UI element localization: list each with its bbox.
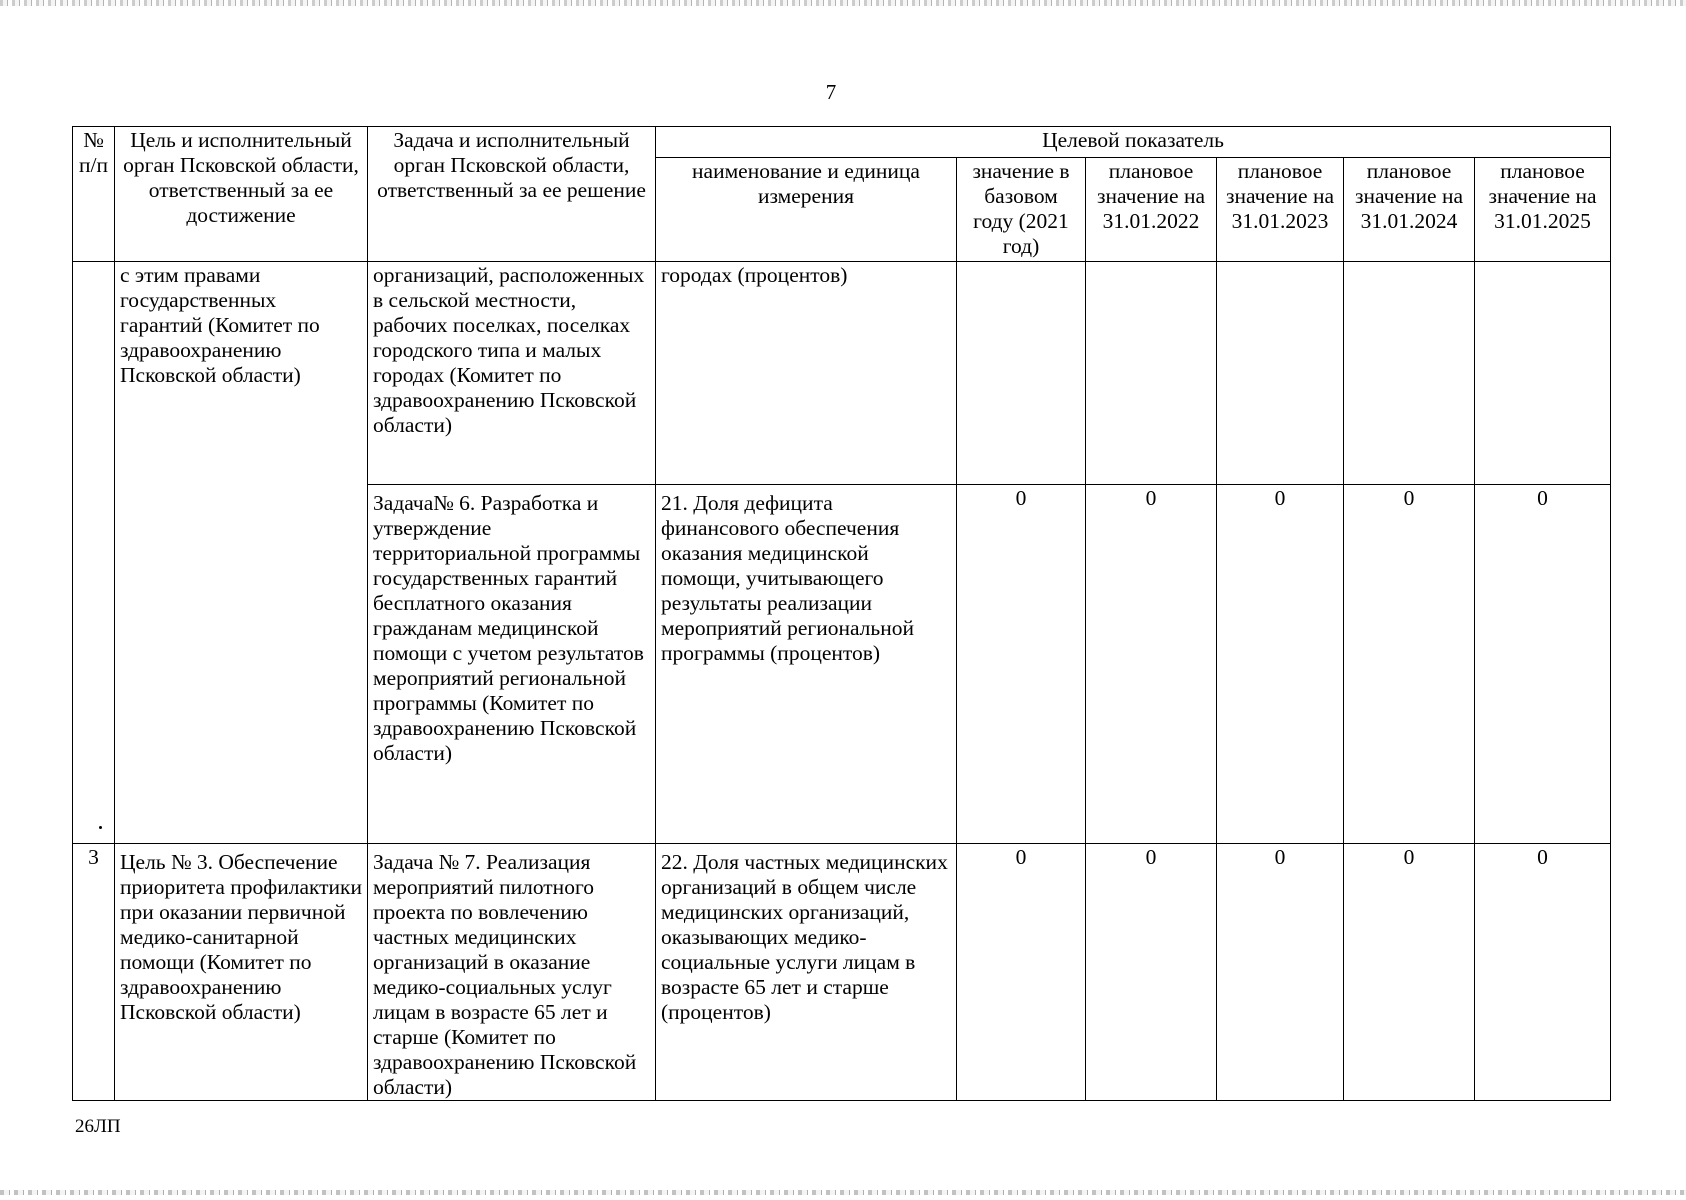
table-row [73, 262, 1611, 485]
plan-2024-cell [1344, 262, 1475, 485]
target-indicators-table [72, 126, 1611, 1101]
scan-edge-bottom [0, 1190, 1686, 1195]
goal-cell: Цель № 3. Обеспечение приоритета профилактики при оказании первичной медико-санитарной помощи (Комитет по здравоохранению Псковской области) [115, 844, 368, 1101]
header-goal: Цель и исполнительный орган Псковской области, ответственный за ее достижение [115, 127, 368, 262]
base-value-cell [957, 262, 1086, 485]
header-indicator-name: наименование и единица измерения [656, 158, 957, 262]
task-cell: Задача№ 6. Разработка и утверждение территориальной программы государственных гарантий бесплатного оказания гражданам медицинской помощи с учетом результатов мероприятий региональной программы (Комитет по здравоохранению Псковской области) [368, 485, 656, 844]
row-number [73, 262, 115, 844]
scan-speck [99, 826, 102, 829]
goal-cell: с этим правами государственных гарантий (Комитет по здравоохранению Псковской области) [115, 262, 368, 844]
plan-2022-cell [1086, 262, 1217, 485]
scan-edge-top [0, 0, 1686, 6]
plan-2022-cell: 0 [1086, 844, 1217, 1101]
task-cell: организаций, расположенных в сельской местности, рабочих поселках, поселках городского типа и малых городах (Комитет по здравоохранению Псковской области) [368, 262, 656, 485]
header-base-value: значение в базовом году (2021 год) [957, 158, 1086, 262]
plan-2025-cell: 0 [1475, 485, 1611, 844]
header-task: Задача и исполнительный орган Псковской области, ответственный за ее решение [368, 127, 656, 262]
page-number: 7 [825, 80, 837, 104]
header-plan-2023: плановое значение на 31.01.2023 [1217, 158, 1344, 262]
row-number: 3 [73, 844, 115, 1101]
header-row-number: № п/п [73, 127, 115, 262]
header-plan-2024: плановое значение на 31.01.2024 [1344, 158, 1475, 262]
header-plan-2025: плановое значение на 31.01.2025 [1475, 158, 1611, 262]
plan-2024-cell: 0 [1344, 844, 1475, 1101]
plan-2023-cell: 0 [1217, 485, 1344, 844]
indicator-cell: городах (процентов) [656, 262, 957, 485]
header-plan-2022: плановое значение на 31.01.2022 [1086, 158, 1217, 262]
base-value-cell: 0 [957, 485, 1086, 844]
plan-2025-cell: 0 [1475, 844, 1611, 1101]
plan-2022-cell: 0 [1086, 485, 1217, 844]
base-value-cell: 0 [957, 844, 1086, 1101]
plan-2023-cell [1217, 262, 1344, 485]
indicator-cell: 21. Доля дефицита финансового обеспечения оказания медицинской помощи, учитывающего результаты реализации мероприятий региональной программы (процентов) [656, 485, 957, 844]
header-target-indicator: Целевой показатель [656, 127, 1611, 158]
task-cell: Задача № 7. Реализация мероприятий пилотного проекта по вовлечению частных медицинских организаций в оказание медико-социальных услуг лицам в возрасте 65 лет и старше (Комитет по здравоохранению Псковской области) [368, 844, 656, 1101]
plan-2024-cell: 0 [1344, 485, 1475, 844]
plan-2023-cell: 0 [1217, 844, 1344, 1101]
plan-2025-cell [1475, 262, 1611, 485]
document-code: 26ЛП [75, 1116, 121, 1137]
table-row [73, 844, 1611, 1101]
indicator-cell: 22. Доля частных медицинских организаций в общем числе медицинских организаций, оказывающих медико-социальные услуги лицам в возрасте 65 лет и старше (процентов) [656, 844, 957, 1101]
